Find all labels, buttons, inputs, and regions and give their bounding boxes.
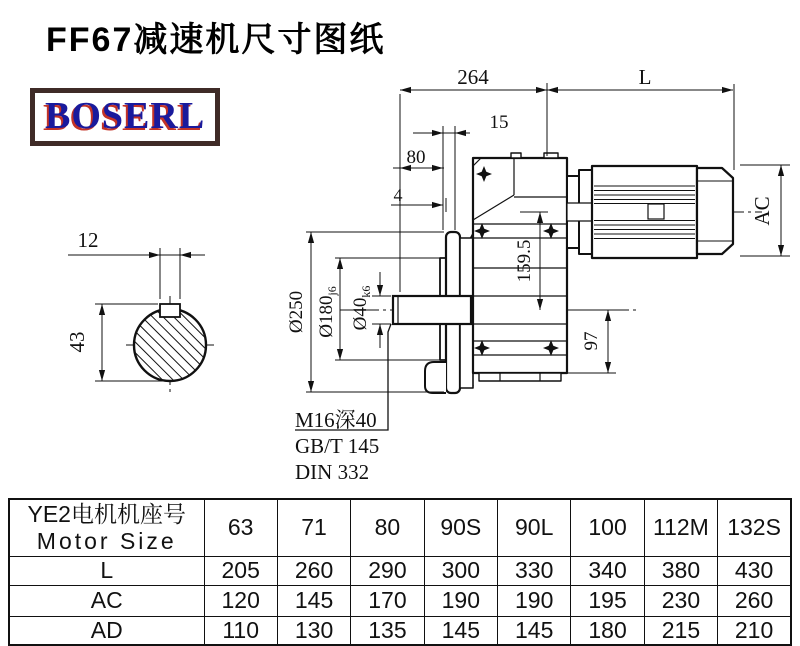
output-shaft-body <box>393 296 471 324</box>
arrowhead <box>722 87 733 93</box>
housing-base-strip <box>479 373 561 381</box>
column-header: 100 <box>571 499 644 556</box>
dim-AC-label: AC <box>750 196 774 226</box>
tap-note-label: M16深40 <box>295 408 377 432</box>
dim-264-label: 264 <box>457 65 489 89</box>
header-motor-size-cell <box>9 499 204 556</box>
table-cell: 290 <box>351 556 424 585</box>
input-shaft-hub <box>567 203 593 221</box>
dim-97-label: 97 <box>581 331 602 351</box>
header-cn: YE2电机机座号 <box>27 501 186 528</box>
column-header: 90S <box>424 499 497 556</box>
dim-shaft-value: Ø40 <box>350 297 371 331</box>
output-shaft <box>393 296 471 324</box>
table-cell: 190 <box>498 585 571 616</box>
table-header-row <box>9 499 791 556</box>
table-cell: 110 <box>204 616 277 645</box>
table-cell: 145 <box>424 616 497 645</box>
table-row-AC <box>9 585 791 616</box>
table-cell: 380 <box>644 556 717 585</box>
reducer-body <box>425 153 733 393</box>
flange-foot <box>425 362 446 393</box>
housing-top-tab <box>511 153 521 158</box>
header-en: Motor Size <box>36 527 177 554</box>
table-cell: 330 <box>498 556 571 585</box>
table-cell: 135 <box>351 616 424 645</box>
dim-flange-od-label: Ø250 <box>286 290 307 334</box>
ext-line-12 <box>160 248 180 299</box>
arrowhead <box>536 87 547 93</box>
dim-key-width-label: 12 <box>77 228 99 252</box>
table-cell: 205 <box>204 556 277 585</box>
arrowhead <box>778 165 784 176</box>
arrowhead <box>778 245 784 256</box>
table-cell: 190 <box>424 585 497 616</box>
shaft-cross-section <box>134 304 206 381</box>
dim-shaft-label <box>350 286 373 331</box>
table-cell: 215 <box>644 616 717 645</box>
dim-80-label: 80 <box>406 147 426 168</box>
dim-15-label: 15 <box>489 112 509 133</box>
table-cell: 130 <box>277 616 350 645</box>
table-cell: 260 <box>277 556 350 585</box>
table-cell: 170 <box>351 585 424 616</box>
housing-top-tab <box>544 153 558 158</box>
std-din-label: DIN 332 <box>295 460 370 484</box>
table-cell: 210 <box>718 616 791 645</box>
arrowhead <box>432 202 443 208</box>
dim-spigot-value: Ø180 <box>316 295 337 338</box>
arrowhead <box>308 232 314 243</box>
dim-4-label: 4 <box>393 185 403 205</box>
column-header: 63 <box>204 499 277 556</box>
table-cell: 145 <box>498 616 571 645</box>
page-title: FF67减速机尺寸图纸 <box>46 21 386 59</box>
arrowhead <box>149 252 160 258</box>
arrowhead <box>377 324 383 335</box>
column-header: 112M <box>644 499 717 556</box>
table-cell: 340 <box>571 556 644 585</box>
dim-shaft-fit: k6 <box>359 285 373 298</box>
table-cell: 230 <box>644 585 717 616</box>
row-label: AD <box>9 616 204 645</box>
arrowhead <box>432 130 443 136</box>
dim-159-label: 159.5 <box>514 239 535 283</box>
table-cell: 145 <box>277 585 350 616</box>
column-header: 71 <box>277 499 350 556</box>
arrowhead <box>400 87 411 93</box>
table-row-AD <box>9 616 791 645</box>
arrowhead <box>455 130 466 136</box>
table-cell: 120 <box>204 585 277 616</box>
row-label: AC <box>9 585 204 616</box>
arrowhead <box>308 381 314 392</box>
column-header: 90L <box>498 499 571 556</box>
row-label: L <box>9 556 204 585</box>
table-cell: 180 <box>571 616 644 645</box>
arrowhead <box>99 370 105 381</box>
dim-key-height-label: 43 <box>65 331 89 353</box>
arrowhead <box>605 310 611 321</box>
column-header: 80 <box>351 499 424 556</box>
column-header: 132S <box>718 499 791 556</box>
arrowhead <box>99 304 105 315</box>
dim-L-label: L <box>638 65 652 89</box>
brand-logo-text: BOSERL <box>45 95 206 137</box>
table-row-L <box>9 556 791 585</box>
arrowhead <box>337 258 343 269</box>
dimension-labels <box>65 65 774 484</box>
keyway-slot <box>160 304 180 317</box>
motor-terminal-box <box>648 204 664 219</box>
dim-spigot-fit: j6 <box>325 286 339 296</box>
dim-spigot-label <box>316 286 339 338</box>
arrowhead <box>337 349 343 360</box>
std-gb-label: GB/T 145 <box>295 434 380 458</box>
arrowhead <box>547 87 558 93</box>
arrowhead <box>377 285 383 296</box>
motor-size-table <box>8 498 792 646</box>
table-cell: 430 <box>718 556 791 585</box>
table-cell: 300 <box>424 556 497 585</box>
motor-stator <box>592 166 697 258</box>
table-cell: 260 <box>718 585 791 616</box>
table-cell: 195 <box>571 585 644 616</box>
arrowhead <box>605 362 611 373</box>
arrowhead <box>180 252 191 258</box>
arrowhead <box>432 165 443 171</box>
